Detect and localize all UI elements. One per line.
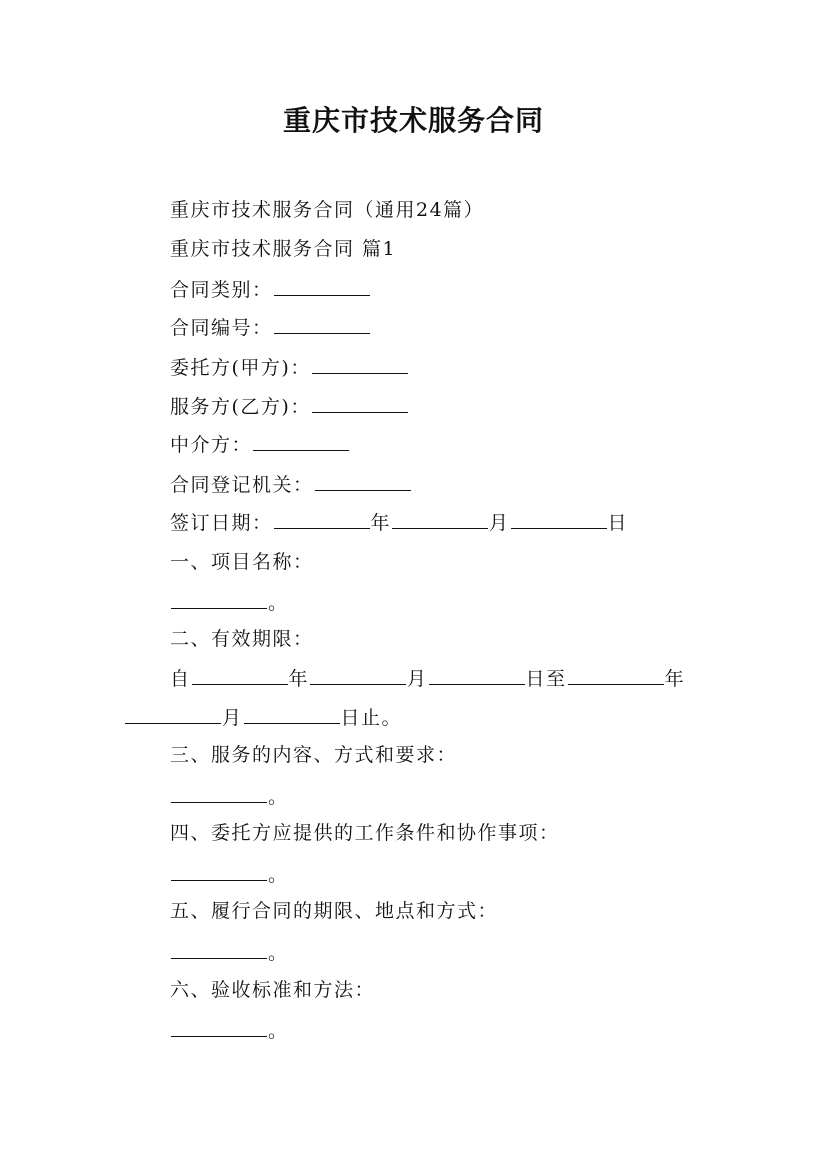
provider-row xyxy=(170,394,409,419)
contract-number-label: 合同编号： xyxy=(170,317,273,339)
clause-project-name: 一、项目名称： xyxy=(170,551,314,573)
section-heading: 重庆市技术服务合同 篇1 xyxy=(170,238,397,260)
to-day-blank xyxy=(244,705,340,724)
client-conditions-blank xyxy=(171,862,267,881)
signing-day-unit: 日 xyxy=(607,512,629,534)
contract-type-row xyxy=(170,277,371,302)
from-year-blank xyxy=(192,666,288,685)
to-year-blank xyxy=(568,666,664,685)
from-year-unit: 年 xyxy=(288,668,310,690)
content-fill-row xyxy=(170,784,289,809)
page-title: 重庆市技术服务合同 xyxy=(282,104,544,137)
client-conditions-fill-row xyxy=(170,862,289,887)
performance-blank xyxy=(171,940,267,959)
acceptance-blank xyxy=(171,1018,267,1037)
to-day-end-unit: 日止。 xyxy=(340,707,403,729)
registry-label: 合同登记机关： xyxy=(170,474,314,496)
to-year-unit: 年 xyxy=(664,668,686,690)
period-mark: 。 xyxy=(268,942,289,964)
performance-fill-row xyxy=(170,940,289,965)
clause-acceptance: 六、验收标准和方法： xyxy=(170,979,376,1001)
signing-date-label: 签订日期： xyxy=(170,512,273,534)
period-mark: 。 xyxy=(268,592,289,614)
content-blank xyxy=(171,784,267,803)
contract-number-row xyxy=(170,315,371,340)
registry-blank xyxy=(315,472,411,491)
from-month-unit: 月 xyxy=(407,668,428,690)
from-month-blank xyxy=(310,666,406,685)
from-day-to-unit: 日至 xyxy=(525,668,567,690)
validity-from-label: 自 xyxy=(170,668,191,690)
signing-year-blank xyxy=(274,510,370,529)
signing-year-unit: 年 xyxy=(370,512,392,534)
clause-performance: 五、履行合同的期限、地点和方式： xyxy=(170,900,499,922)
intermediary-blank xyxy=(253,432,349,451)
document-subtitle: 重庆市技术服务合同（通用24篇） xyxy=(170,199,485,221)
validity-range-row xyxy=(170,666,685,691)
from-day-blank xyxy=(429,666,525,685)
clause-client-conditions: 四、委托方应提供的工作条件和协作事项： xyxy=(170,822,560,844)
acceptance-fill-row xyxy=(170,1018,289,1043)
client-label: 委托方(甲方)： xyxy=(170,357,311,379)
intermediary-label: 中介方： xyxy=(170,434,253,456)
intermediary-row xyxy=(170,432,350,457)
contract-number-blank xyxy=(274,315,370,334)
validity-range-continued-row xyxy=(124,705,402,730)
project-name-blank xyxy=(171,590,267,609)
client-row xyxy=(170,355,409,380)
clause-validity: 二、有效期限： xyxy=(170,628,314,650)
period-mark: 。 xyxy=(268,864,289,886)
to-month-blank xyxy=(125,705,221,724)
contract-type-label: 合同类别： xyxy=(170,279,273,301)
to-month-unit: 月 xyxy=(222,707,243,729)
provider-label: 服务方(乙方)： xyxy=(170,396,311,418)
signing-date-row xyxy=(170,510,628,535)
period-mark: 。 xyxy=(268,786,289,808)
period-mark: 。 xyxy=(268,1020,289,1042)
contract-type-blank xyxy=(274,277,370,296)
project-name-fill-row xyxy=(170,590,289,615)
client-blank xyxy=(312,355,408,374)
signing-day-blank xyxy=(511,510,607,529)
provider-blank xyxy=(312,394,408,413)
signing-month-blank xyxy=(392,510,488,529)
signing-month-unit: 月 xyxy=(489,512,510,534)
registry-row xyxy=(170,472,412,497)
clause-content: 三、服务的内容、方式和要求： xyxy=(170,744,458,766)
